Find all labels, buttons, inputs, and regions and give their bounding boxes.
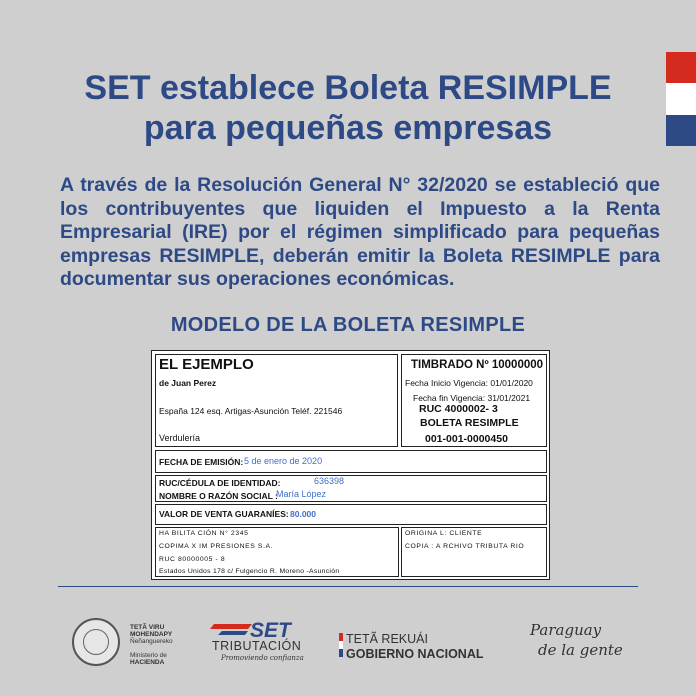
flag-red-stripe — [666, 52, 696, 83]
printer-ruc: RUC 80000005 - 8 — [159, 556, 226, 563]
republica-seal-icon — [72, 618, 120, 666]
ministry-line-3: Ñeñanguereko — [130, 638, 173, 645]
boleta-label: BOLETA RESIMPLE — [420, 417, 519, 429]
ministry-line-4: Ministerio de — [130, 652, 167, 659]
business-name: EL EJEMPLO — [159, 356, 254, 373]
printer-habilitacion: HA BILITA CIÓN N° 2345 — [159, 530, 249, 537]
copy-original: ORIGINA L: CLIENTE — [405, 530, 483, 537]
seal-inner-ring — [83, 629, 109, 655]
boleta-number: 001-001-0000450 — [425, 433, 508, 445]
gobierno-line-2: GOBIERNO NACIONAL — [346, 647, 484, 661]
title-line-1: SET establece Boleta RESIMPLE — [84, 69, 612, 107]
set-logo-tagline: Promoviendo confianza — [221, 654, 304, 662]
ministry-line-2: MOHENDAPY — [130, 631, 173, 638]
ministry-line-5: HACIENDA — [130, 659, 165, 666]
intro-paragraph: A través de la Resolución General N° 32/2020 se estableció que los contribuyentes que liquiden el Impuesto a la Renta Empresarial (IRE) por el régimen simplificado para pequeñas empresas RESIMPLE, deberán emitir la Boleta RESIMPLE para documentar sus operaciones económicas. — [60, 174, 660, 290]
business-address: España 124 esq. Artigas-Asunción Teléf. 221546 — [159, 406, 343, 416]
owner-name: de Juan Perez — [159, 378, 217, 388]
set-logo-red-stroke — [210, 624, 252, 629]
set-logo-icon — [208, 616, 308, 666]
ruc-number: RUC 4000002- 3 — [419, 403, 498, 415]
sale-value-label: VALOR DE VENTA GUARANÍES: — [159, 509, 289, 519]
flag-blue-stripe — [666, 115, 696, 146]
issue-date-label: FECHA DE EMISIÓN: — [159, 457, 244, 467]
set-logo-subtitle: TRIBUTACIÓN — [212, 639, 302, 653]
client-id-value: 636398 — [314, 476, 345, 486]
model-heading: MODELO DE LA BOLETA RESIMPLE — [170, 314, 526, 336]
copy-archive: COPIA : A RCHIVO TRIBUTA RIO — [405, 543, 525, 550]
vigencia-start: Fecha Inicio Vigencia: 01/01/2020 — [405, 378, 533, 388]
page-title — [30, 68, 666, 148]
client-id-label: RUC/CÉDULA DE IDENTIDAD: — [159, 478, 281, 488]
printer-name: COPIMA X IM PRESIONES S.A. — [159, 543, 274, 550]
gobierno-flag-mark — [339, 633, 343, 659]
ministry-line-1: TETÃ VIRU — [130, 624, 165, 631]
flag-white-stripe — [666, 83, 696, 114]
gobierno-line-1: TETÃ REKUÁI — [346, 632, 428, 646]
timbrado-number: TIMBRADO Nº 10000000 — [411, 359, 544, 371]
title-line-2: para pequeñas empresas — [143, 109, 553, 147]
business-activity: Verdulería — [159, 433, 201, 443]
client-name-value: María López — [276, 489, 327, 499]
issue-date-value: 5 de enero de 2020 — [244, 456, 323, 466]
client-name-label: NOMBRE O RAZÓN SOCIAL : — [159, 491, 278, 501]
boleta-model — [151, 350, 550, 580]
ministry-logo-text — [130, 624, 173, 666]
paraguay-de-la-gente-logo — [530, 620, 623, 660]
printer-address: Estados Unidos 178 c/ Fulgencio R. Moreno -Asunción — [159, 568, 340, 575]
pyg-line-2: de la gente — [538, 641, 623, 659]
sale-value: 80.000 — [290, 509, 316, 519]
set-logo-blue-stroke — [218, 631, 248, 635]
set-logo — [208, 616, 308, 666]
set-logo-wordmark: SET — [250, 619, 291, 642]
footer-divider — [58, 586, 638, 587]
paraguay-flag-icon — [666, 52, 696, 146]
gobierno-logo — [346, 632, 484, 662]
vigencia-end: Fecha fin Vigencia: 31/01/2021 — [413, 393, 531, 403]
pyg-line-1: Paraguay — [530, 621, 602, 639]
